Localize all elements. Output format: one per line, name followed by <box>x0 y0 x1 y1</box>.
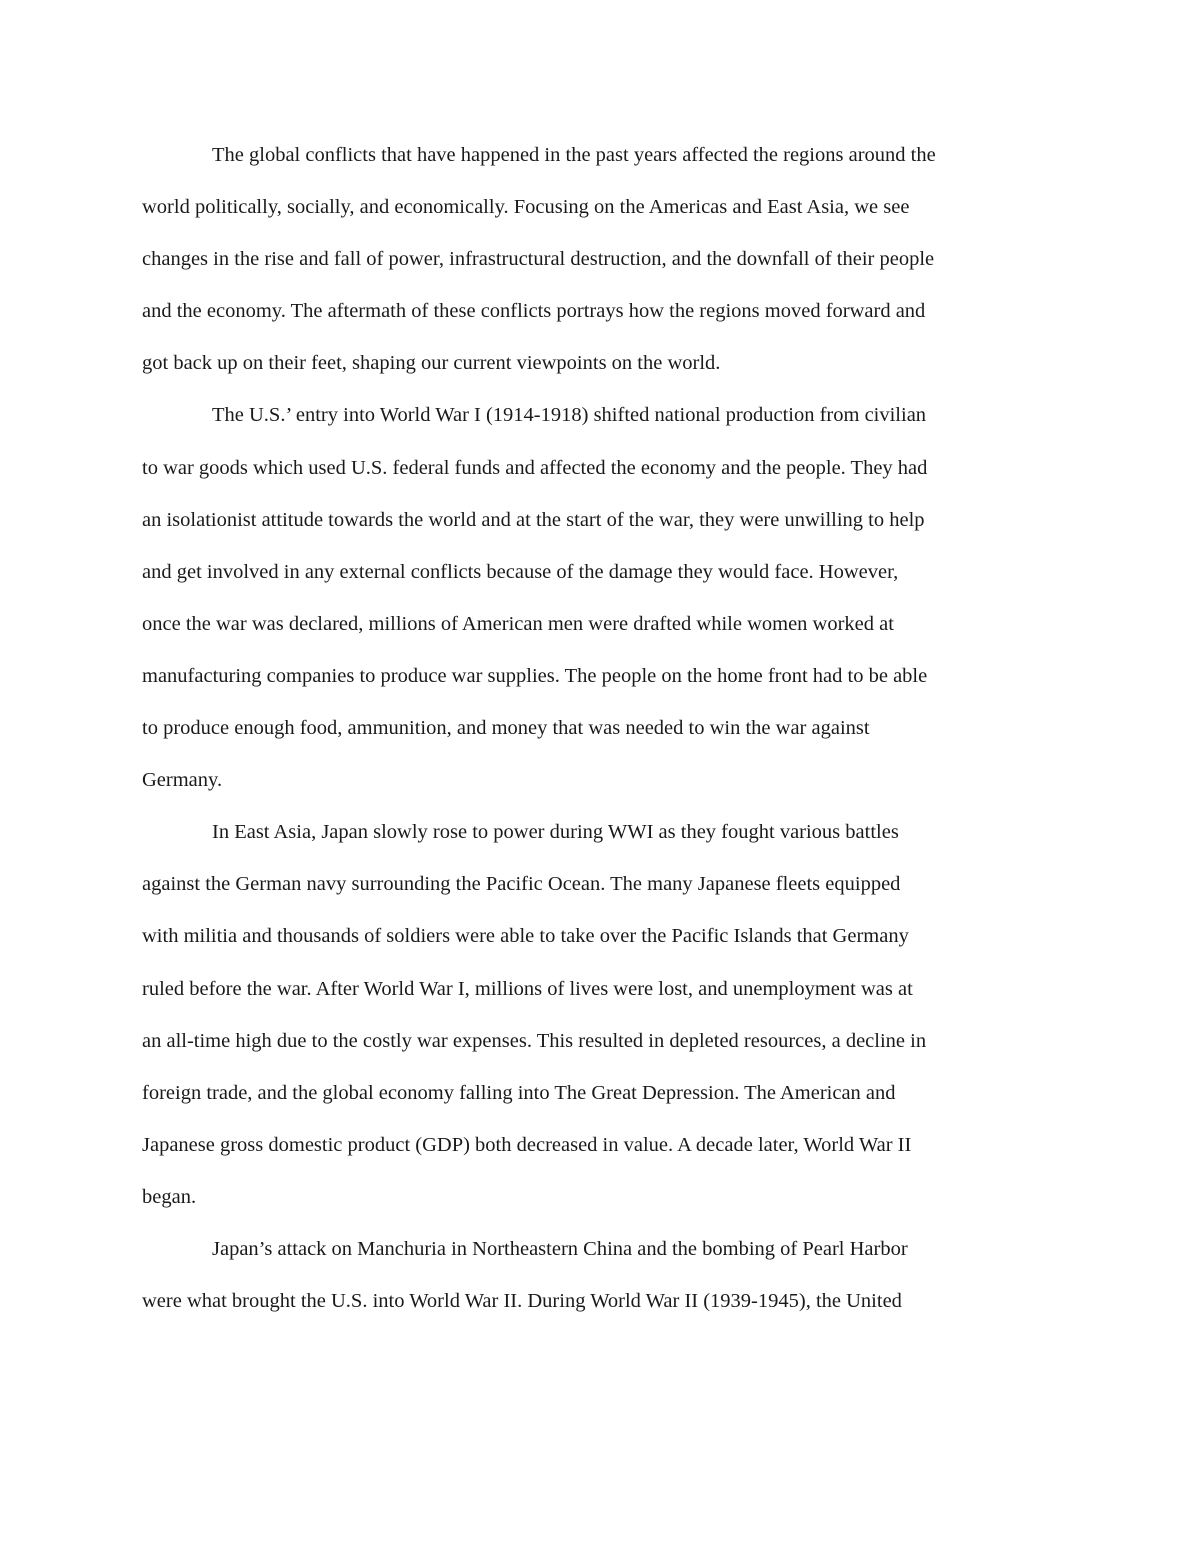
paragraph-3-line-2: against the German navy surrounding the Pacific Ocean. The many Japanese fleets equipped <box>142 873 901 896</box>
paragraph-1-line-1: The global conflicts that have happened in the past years affected the regions around the <box>212 144 936 166</box>
paragraph-3-line-6: foreign trade, and the global economy falling into The Great Depression. The American and <box>142 1081 896 1104</box>
paragraph-2-line-8: Germany. <box>142 769 223 792</box>
paragraph-1-line-3: changes in the rise and fall of power, infrastructural destruction, and the downfall of their people <box>142 248 935 271</box>
paragraph-3-line-1: In East Asia, Japan slowly rose to power during WWI as they fought various battles <box>212 821 899 844</box>
paragraph-2-line-4: and get involved in any external conflicts because of the damage they would face. However, <box>142 560 899 583</box>
paragraph-3-line-4: ruled before the war. After World War I, millions of lives were lost, and unemployment was at <box>142 977 913 1000</box>
paragraph-2-line-2: to war goods which used U.S. federal funds and affected the economy and the people. They had <box>142 456 928 479</box>
paragraph-3-line-3: with militia and thousands of soldiers were able to take over the Pacific Islands that Germany <box>142 925 909 948</box>
paragraph-1-line-4: and the economy. The aftermath of these conflicts portrays how the regions moved forward and <box>142 300 926 323</box>
paragraph-2-line-3: an isolationist attitude towards the world and at the start of the war, they were unwilling to help <box>142 508 925 531</box>
paragraph-1-line-5: got back up on their feet, shaping our current viewpoints on the world. <box>142 352 721 375</box>
document-body <box>142 129 1054 1327</box>
paragraph-1-line-2: world politically, socially, and economically. Focusing on the Americas and East Asia, we see <box>142 196 910 219</box>
paragraph-3-line-5: an all-time high due to the costly war expenses. This resulted in depleted resources, a decline in <box>142 1029 927 1052</box>
paragraph-2-line-1: The U.S.’ entry into World War I (1914-1918) shifted national production from civilian <box>212 404 927 427</box>
paragraph-2-line-6: manufacturing companies to produce war supplies. The people on the home front had to be able <box>142 664 928 687</box>
paragraph-2-line-5: once the war was declared, millions of American men were drafted while women worked at <box>142 612 894 635</box>
paragraph-4-line-1: Japan’s attack on Manchuria in Northeastern China and the bombing of Pearl Harbor <box>212 1237 908 1260</box>
paragraph-4-line-2: were what brought the U.S. into World War II. During World War II (1939-1945), the United <box>142 1290 902 1313</box>
paragraph-3-line-7: Japanese gross domestic product (GDP) both decreased in value. A decade later, World War II <box>142 1133 912 1156</box>
paragraph-2-line-7: to produce enough food, ammunition, and money that was needed to win the war against <box>142 717 870 740</box>
paragraph-3-line-8: began. <box>142 1185 197 1208</box>
